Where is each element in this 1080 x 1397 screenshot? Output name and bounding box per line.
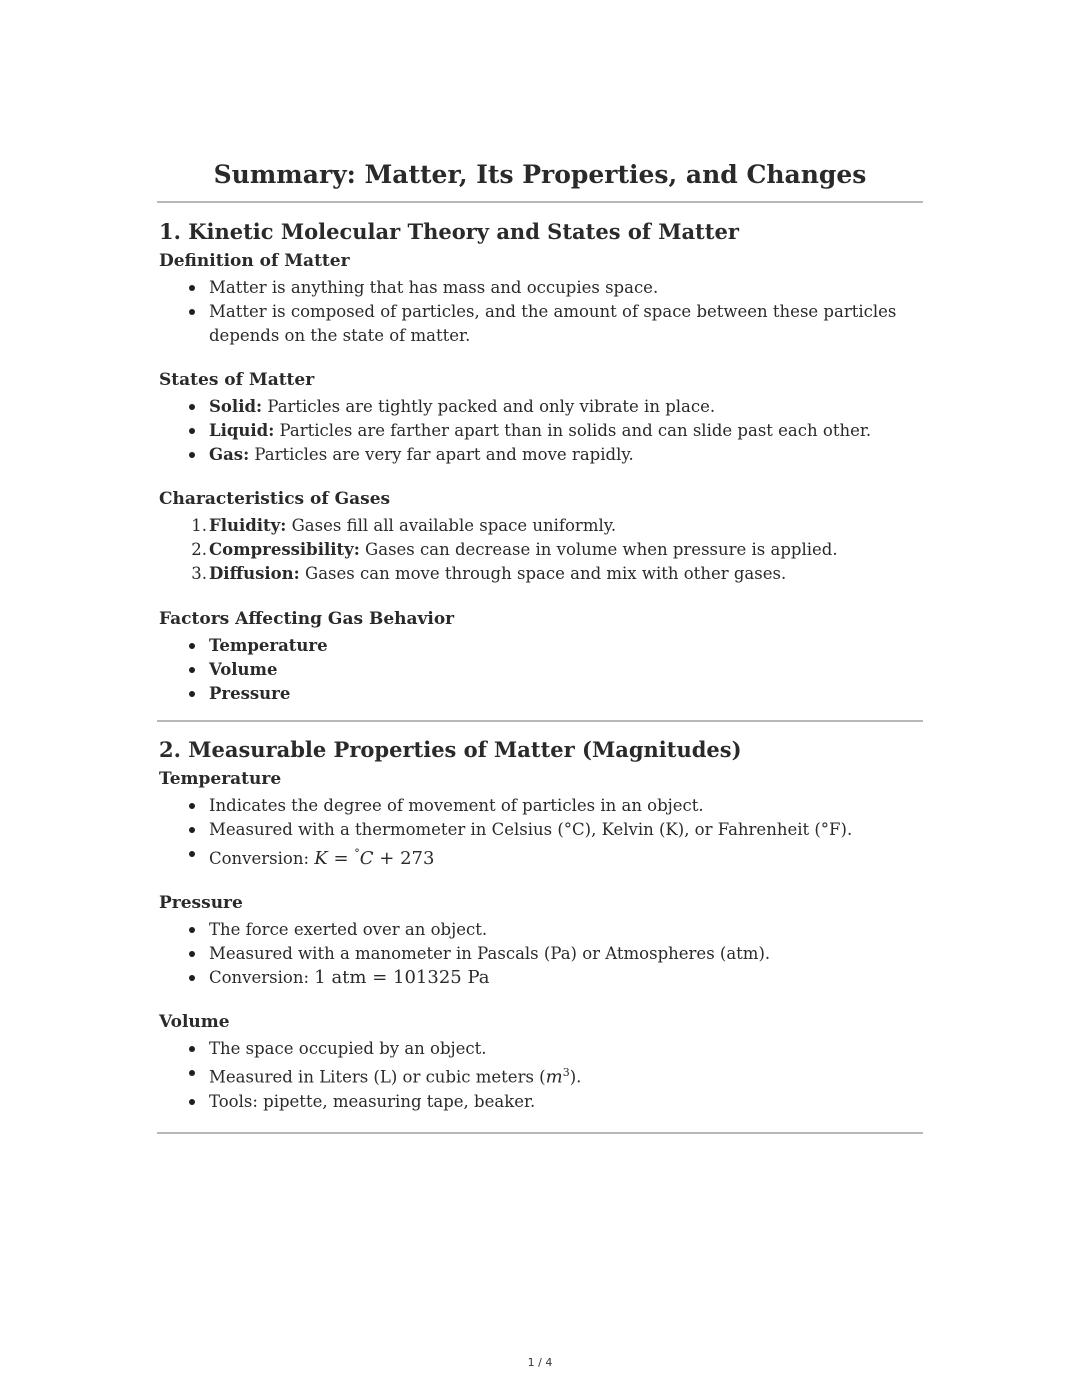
states-list xyxy=(157,395,923,467)
item-number: 3. xyxy=(191,564,207,583)
volume-list xyxy=(157,1037,923,1114)
list-item: The force exerted over an object. xyxy=(157,918,923,942)
list-item xyxy=(157,658,923,682)
list-item xyxy=(157,419,923,443)
section-divider xyxy=(157,720,923,722)
term-solid: Solid: xyxy=(209,397,263,416)
list-item xyxy=(157,634,923,658)
description: Gases fill all available space uniformly. xyxy=(286,516,617,535)
term-liquid: Liquid: xyxy=(209,421,275,440)
list-item: Measured with a thermometer in Celsius (°C), Kelvin (K), or Fahrenheit (°F). xyxy=(157,818,923,842)
subheading-definition-of-matter: Definition of Matter xyxy=(159,251,350,271)
pressure-conversion-formula: 1 atm = 101325 Pa xyxy=(314,967,490,988)
section-divider xyxy=(157,1132,923,1134)
math-var: m xyxy=(545,1066,563,1088)
item-number: 2. xyxy=(191,540,207,559)
factors-list xyxy=(157,634,923,706)
description: Gases can decrease in volume when pressure is applied. xyxy=(359,540,838,559)
temperature-list xyxy=(157,794,923,871)
list-item xyxy=(157,682,923,706)
document-content xyxy=(157,156,923,1134)
term-diffusion: Diffusion: xyxy=(209,564,300,583)
title-divider xyxy=(157,201,923,203)
list-item xyxy=(157,538,923,562)
math-exponent: 3 xyxy=(562,1066,570,1079)
term-compressibility: Compressibility: xyxy=(209,540,360,559)
list-item: The space occupied by an object. xyxy=(157,1037,923,1061)
term-fluidity: Fluidity: xyxy=(209,516,287,535)
subheading-states-of-matter: States of Matter xyxy=(159,370,315,390)
math-op: + 273 xyxy=(373,848,435,869)
definition-list xyxy=(157,276,923,348)
subheading-factors-gas-behavior: Factors Affecting Gas Behavior xyxy=(159,609,455,629)
subheading-temperature: Temperature xyxy=(159,769,282,789)
volume-units-suffix: ). xyxy=(569,1067,582,1087)
list-item xyxy=(157,842,923,871)
list-item xyxy=(157,1061,923,1090)
section-heading-kinetic-theory: 1. Kinetic Molecular Theory and States of Matter xyxy=(159,219,739,244)
description: Particles are very far apart and move rapidly. xyxy=(249,445,634,464)
math-degree: ° xyxy=(354,847,360,860)
subheading-characteristics-of-gases: Characteristics of Gases xyxy=(159,489,391,509)
factor-volume: Volume xyxy=(209,660,278,679)
section-heading-measurable-properties: 2. Measurable Properties of Matter (Magnitudes) xyxy=(159,737,742,762)
list-item xyxy=(157,966,923,990)
subheading-volume: Volume xyxy=(159,1012,230,1032)
description: Gases can move through space and mix with other gases. xyxy=(299,564,787,583)
volume-units-text: Measured in Liters (L) or cubic meters ( xyxy=(209,1067,546,1087)
term-gas: Gas: xyxy=(209,445,250,464)
list-item xyxy=(157,443,923,467)
pressure-list xyxy=(157,918,923,990)
description: Particles are farther apart than in solids and can slide past each other. xyxy=(274,421,872,440)
math-op: = xyxy=(327,848,355,869)
list-item xyxy=(157,562,923,586)
page-indicator: 1 / 4 xyxy=(527,1356,553,1369)
list-item xyxy=(157,514,923,538)
item-number: 1. xyxy=(191,516,207,535)
document-title: Summary: Matter, Its Properties, and Changes xyxy=(213,160,867,189)
factor-pressure: Pressure xyxy=(209,684,291,703)
gas-characteristics-list xyxy=(157,514,923,586)
math-var: C xyxy=(359,848,374,869)
subheading-pressure: Pressure xyxy=(159,893,243,913)
temperature-conversion-formula xyxy=(314,848,434,869)
conversion-label: Conversion: xyxy=(209,968,315,987)
list-item: Measured with a manometer in Pascals (Pa) or Atmospheres (atm). xyxy=(157,942,923,966)
list-item: Tools: pipette, measuring tape, beaker. xyxy=(157,1090,923,1114)
list-item: Indicates the degree of movement of particles in an object. xyxy=(157,794,923,818)
description: Particles are tightly packed and only vibrate in place. xyxy=(262,397,716,416)
conversion-label: Conversion: xyxy=(209,849,315,868)
list-item: Matter is anything that has mass and occupies space. xyxy=(157,276,923,300)
list-item: Matter is composed of particles, and the amount of space between these particles depends on the state of matter. xyxy=(157,300,923,348)
factor-temperature: Temperature xyxy=(209,636,328,655)
math-var: K xyxy=(314,848,328,869)
list-item xyxy=(157,395,923,419)
